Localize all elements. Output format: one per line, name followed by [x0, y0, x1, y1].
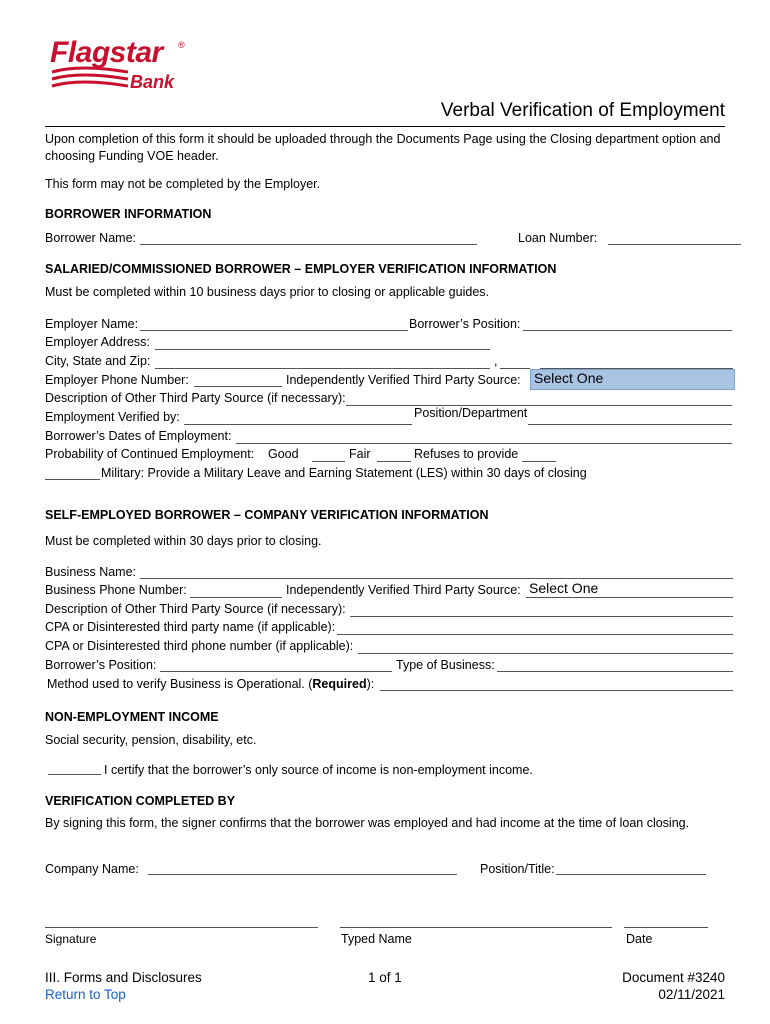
employer-phone-label: Employer Phone Number:: [45, 373, 189, 387]
position-department-label: Position/Department: [414, 406, 528, 420]
employer-name-field[interactable]: [140, 330, 408, 331]
business-position-field[interactable]: [160, 671, 392, 672]
logo-wordmark: Flagstar: [50, 36, 163, 69]
non-employment-certify-label: I certify that the borrower’s only source of income is non-employment income.: [104, 763, 533, 777]
business-name-label: Business Name:: [45, 565, 137, 579]
required-text: Required: [312, 677, 367, 691]
typed-name-label: Typed Name: [341, 932, 412, 946]
signature-label: Signature: [45, 932, 97, 946]
business-position-label: Borrower’s Position:: [45, 658, 157, 672]
company-name-label: Company Name:: [45, 862, 139, 876]
typed-name-field[interactable]: [340, 927, 612, 928]
type-of-business-label: Type of Business:: [396, 658, 495, 672]
third-party-source-select[interactable]: Select One: [530, 369, 735, 390]
borrower-name-label: Borrower Name:: [45, 231, 136, 245]
borrower-position-label: Borrower’s Position:: [409, 317, 521, 331]
cpa-name-field[interactable]: [337, 634, 733, 635]
business-name-field[interactable]: [140, 578, 733, 579]
title-divider: [45, 126, 725, 127]
position-department-field[interactable]: [528, 424, 732, 425]
business-phone-field[interactable]: [190, 597, 282, 598]
employer-address-label: Employer Address:: [45, 335, 150, 349]
probability-refuses-label: Refuses to provide: [414, 447, 519, 461]
logo-bank-text: Bank: [130, 72, 175, 92]
verification-note: By signing this form, the signer confirms that the borrower was employed and had income at the time of loan closing.: [45, 816, 690, 830]
non-employment-note: Social security, pension, disability, etc.: [45, 733, 257, 747]
probability-fair-field[interactable]: [377, 461, 411, 462]
intro-line-1: Upon completion of this form it should be uploaded through the Documents Page using the Closing department option and: [45, 132, 721, 146]
logo-registered-mark: ®: [178, 40, 185, 50]
logo-swoosh-icon: [50, 66, 130, 90]
non-employment-certify-field[interactable]: [48, 774, 101, 775]
city-field[interactable]: [155, 368, 490, 369]
borrower-name-field[interactable]: [140, 244, 477, 245]
business-description-field[interactable]: [350, 616, 733, 617]
cpa-name-label: CPA or Disinterested third party name (if applicable):: [45, 620, 336, 634]
city-comma: ,: [494, 354, 498, 368]
date-field[interactable]: [624, 927, 708, 928]
intro-line-2: choosing Funding VOE header.: [45, 149, 219, 163]
salaried-note: Must be completed within 10 business days prior to closing or applicable guides.: [45, 285, 489, 299]
third-party-source-label: Independently Verified Third Party Source:: [286, 373, 521, 387]
position-title-label: Position/Title:: [480, 862, 555, 876]
footer-page-number: 1 of 1: [368, 970, 402, 985]
loan-number-label: Loan Number:: [518, 231, 598, 245]
description-field[interactable]: [346, 405, 732, 406]
signature-field[interactable]: [45, 927, 318, 928]
probability-refuses-field[interactable]: [522, 461, 556, 462]
borrower-position-field[interactable]: [523, 330, 732, 331]
employment-verified-by-label: Employment Verified by:: [45, 410, 180, 424]
date-label: Date: [626, 932, 653, 946]
non-employment-heading: NON-EMPLOYMENT INCOME: [45, 710, 219, 724]
description-label: Description of Other Third Party Source (if necessary):: [45, 391, 346, 405]
business-third-party-label: Independently Verified Third Party Source:: [286, 583, 521, 597]
self-employed-note: Must be completed within 30 days prior to closing.: [45, 534, 322, 548]
employer-phone-field[interactable]: [194, 386, 282, 387]
return-to-top-link[interactable]: Return to Top: [45, 987, 126, 1002]
method-label: Method used to verify Business is Operational. (Required):: [47, 677, 375, 691]
military-field[interactable]: [45, 479, 100, 480]
intro-note: This form may not be completed by the Employer.: [45, 177, 321, 191]
method-field[interactable]: [380, 690, 733, 691]
state-field[interactable]: [500, 368, 530, 369]
employment-verified-by-field[interactable]: [184, 424, 412, 425]
probability-good-field[interactable]: [312, 461, 345, 462]
military-label: Military: Provide a Military Leave and Earning Statement (LES) within 30 days of closing: [101, 466, 587, 480]
business-third-party-select[interactable]: Select One: [529, 580, 599, 596]
company-name-field[interactable]: [148, 874, 457, 875]
borrower-heading: BORROWER INFORMATION: [45, 207, 212, 221]
employer-address-field[interactable]: [155, 349, 490, 350]
self-employed-heading: SELF-EMPLOYED BORROWER – COMPANY VERIFICATION INFORMATION: [45, 508, 489, 522]
position-title-field[interactable]: [556, 874, 706, 875]
business-phone-label: Business Phone Number:: [45, 583, 187, 597]
business-third-party-underline: [526, 597, 733, 598]
probability-fair-label: Fair: [349, 447, 371, 461]
city-state-zip-label: City, State and Zip:: [45, 354, 151, 368]
probability-good-label: Good: [268, 447, 299, 461]
employer-name-label: Employer Name:: [45, 317, 139, 331]
dates-of-employment-label: Borrower’s Dates of Employment:: [45, 429, 232, 443]
verification-heading: VERIFICATION COMPLETED BY: [45, 794, 236, 808]
probability-label: Probability of Continued Employment:: [45, 447, 255, 461]
footer-section: III. Forms and Disclosures: [45, 970, 202, 985]
form-title: Verbal Verification of Employment: [440, 100, 725, 121]
salaried-heading: SALARIED/COMMISSIONED BORROWER – EMPLOYER VERIFICATION INFORMATION: [45, 262, 557, 276]
cpa-phone-label: CPA or Disinterested third phone number (if applicable):: [45, 639, 354, 653]
dates-of-employment-field[interactable]: [236, 443, 732, 444]
cpa-phone-field[interactable]: [358, 653, 733, 654]
footer-document-number: Document #3240: [622, 970, 725, 985]
type-of-business-field[interactable]: [497, 671, 733, 672]
footer-date: 02/11/2021: [658, 987, 725, 1002]
loan-number-field[interactable]: [608, 244, 741, 245]
business-description-label: Description of Other Third Party Source (if necessary):: [45, 602, 346, 616]
